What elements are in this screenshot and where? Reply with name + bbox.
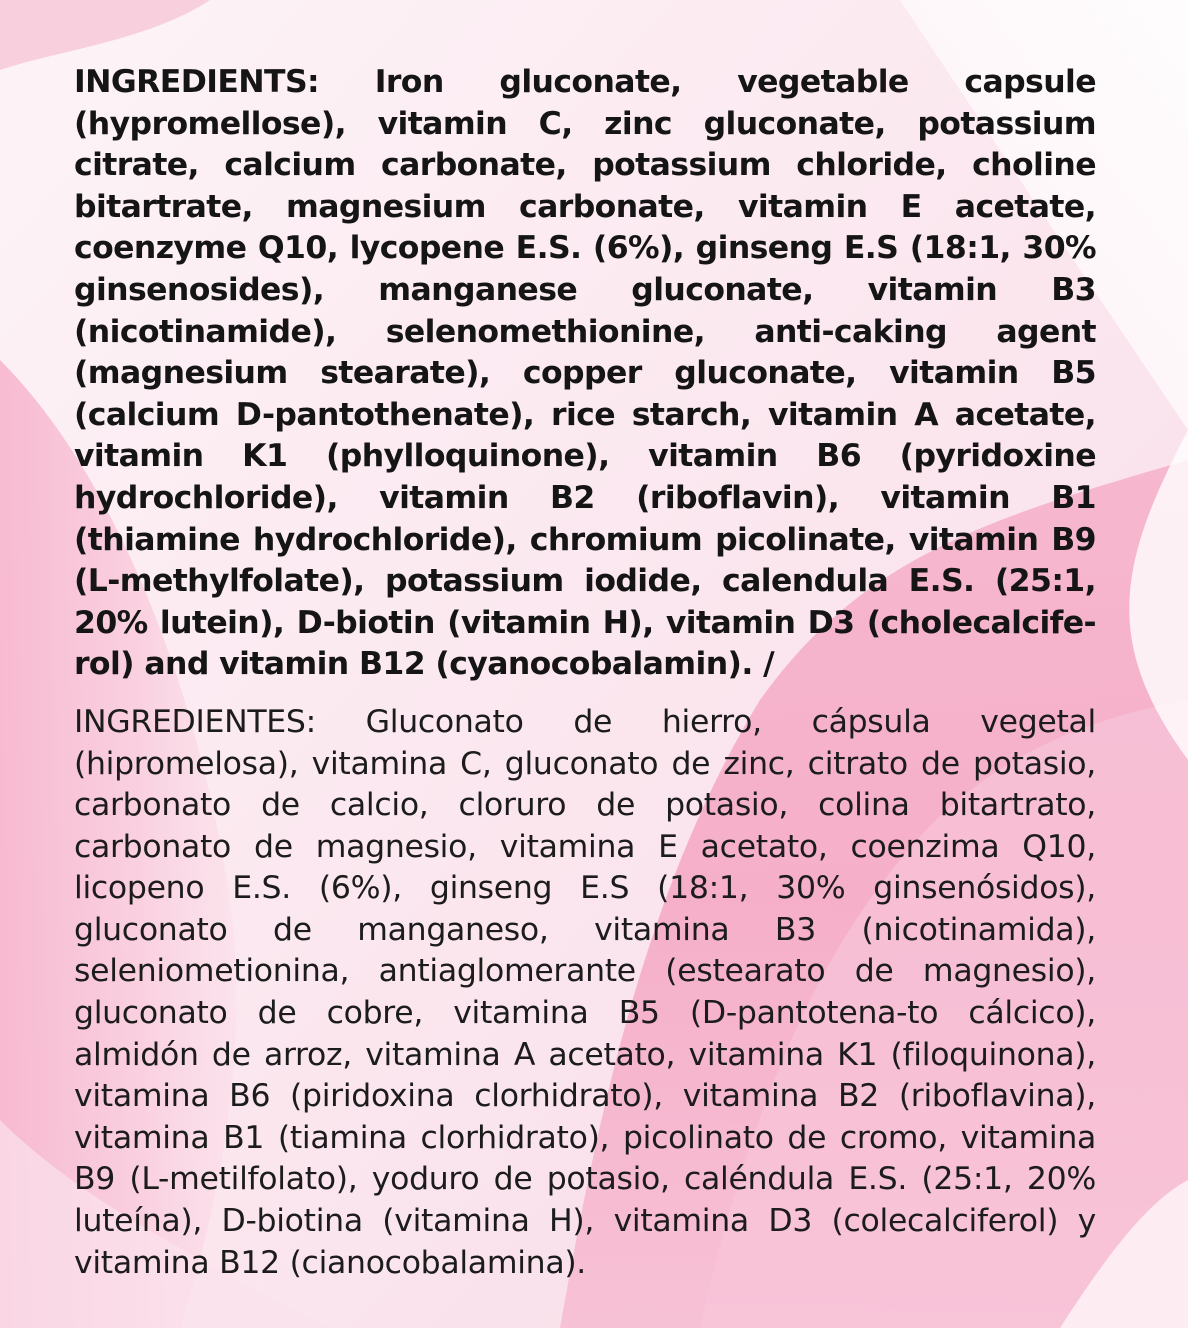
ingredients-english: INGREDIENTS: Iron gluconate, vegetable capsule (hypromellose), vitamin C, zinc gluconate, potassium citrate, calcium carbonate, potassium chloride, choline bitartrate, magnesium carbonate, vitamin E acetate, coenzyme Q10, lycopene E.S. (6%), ginseng E.S (18:1, 30% ginsenosides), manganese gluconate, vitamin B3 (nicotinamide), selenomethionine, anti-caking agent (magnesium stearate), copper gluconate, vitamin B5 (calcium D-pantothenate), rice starch, vitamin A acetate, vitamin K1 (phylloquinone), vitamin B6 (pyridoxine hydrochloride), vitamin B2 (riboflavin), vitamin B1 (thiamine hydrochloride), chromium picolinate, vitamin B9 (L-methylfolate), potassium iodide, calendula E.S. (25:1, 20% lutein), D-biotin (vitamin H), vitamin D3 (cholecalcife-rol) and vitamin B12 (cyanocobalamin). / <box>74 64 1096 683</box>
ingredients-panel <box>74 62 1096 1284</box>
ingredients-spanish: INGREDIENTES: Gluconato de hierro, cápsula vegetal (hipromelosa), vitamina C, gluconato de zinc, citrato de potasio, carbonato de calcio, cloruro de potasio, colina bitartrato, carbonato de magnesio, vitamina E acetato, coenzima Q10, licopeno E.S. (6%), ginseng E.S (18:1, 30% ginsenósidos), gluconato de manganeso, vitamina B3 (nicotinamida), seleniometionina, antiaglomerante (estearato de magnesio), gluconato de cobre, vitamina B5 (D-pantotena-to cálcico), almidón de arroz, vitamina A acetato, vitamina K1 (filoquinona), vitamina B6 (piridoxina clorhidrato), vitamina B2 (riboflavina), vitamina B1 (tiamina clorhidrato), picolinato de cromo, vitamina B9 (L-metilfolato), yoduro de potasio, caléndula E.S. (25:1, 20% luteína), D-biotina (vitamina H), vitamina D3 (colecalciferol) y vitamina B12 (cianocobalamina). <box>74 703 1096 1281</box>
